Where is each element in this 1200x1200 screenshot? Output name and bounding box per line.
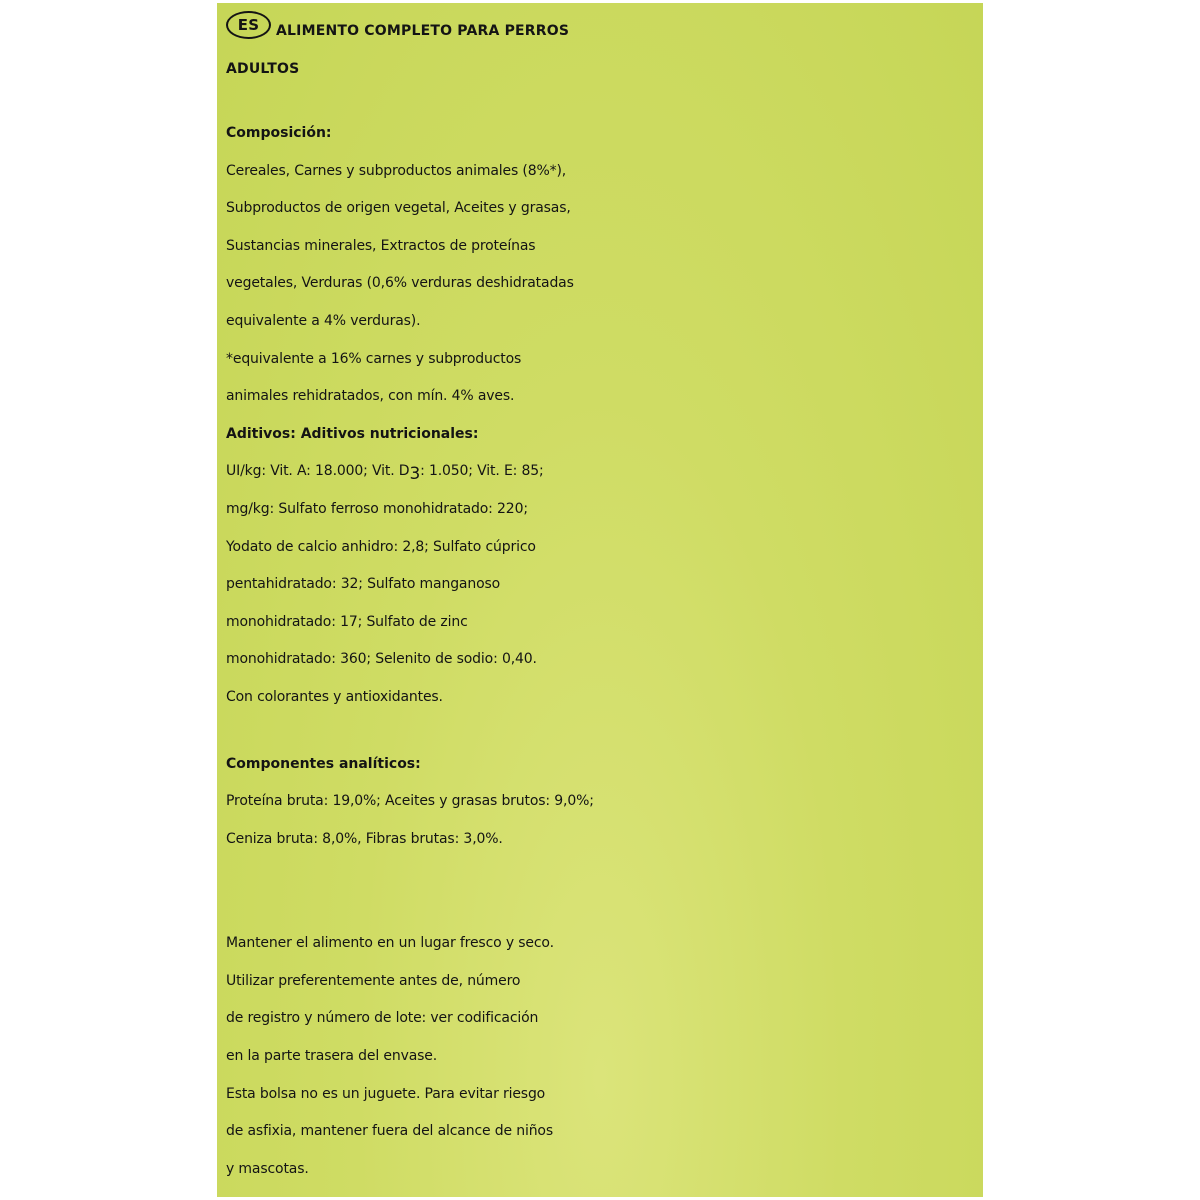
storage-line: Mantener el alimento en un lugar fresco y seco.	[226, 935, 554, 952]
vitamin-d-subscript: 3	[409, 464, 421, 485]
composition-line: equivalente a 4% verduras).	[226, 312, 421, 329]
composition-line: Sustancias minerales, Extractos de proteínas	[226, 237, 536, 254]
vitamins-text-part1: UI/kg: Vit. A: 18.000; Vit. D	[226, 463, 410, 480]
composition-heading: Composición:	[226, 125, 332, 141]
title-line-1: ALIMENTO COMPLETO PARA PERROS	[276, 23, 570, 39]
storage-line: Esta bolsa no es un juguete. Para evitar riesgo	[226, 1085, 546, 1102]
storage-line: de asfixia, mantener fuera del alcance de niños	[226, 1123, 553, 1140]
analytical-heading: Componentes analíticos:	[226, 755, 421, 772]
storage-line: Utilizar preferentemente antes de, número	[226, 972, 521, 989]
label-title	[226, 11, 983, 50]
storage-section	[226, 925, 983, 1188]
analytical-line: Ceniza bruta: 8,0%, Fibras brutas: 3,0%.	[226, 830, 503, 847]
composition-line: *equivalente a 16% carnes y subproductos	[226, 350, 522, 367]
composition-line: Subproductos de origen vegetal, Aceites y grasas,	[226, 200, 571, 217]
additives-line: mg/kg: Sulfato ferroso monohidratado: 220;	[226, 500, 528, 517]
storage-line: de registro y número de lote: ver codificación	[226, 1010, 539, 1027]
storage-line: en la parte trasera del envase.	[226, 1048, 438, 1065]
spacer	[226, 858, 983, 925]
additives-line: monohidratado: 17; Sulfato de zinc	[226, 613, 468, 630]
composition-line: animales rehidratados, con mín. 4% aves.	[226, 388, 515, 405]
composition-line: Cereales, Carnes y subproductos animales (8%*),	[226, 162, 567, 179]
additives-section	[226, 416, 983, 717]
additives-line: pentahidratado: 32; Sulfato manganoso	[226, 576, 501, 593]
composition-line: vegetales, Verduras (0,6% verduras deshidratadas	[226, 275, 574, 292]
language-badge-es: ES	[226, 11, 271, 39]
title-line-2: ADULTOS	[226, 61, 300, 77]
product-label-panel	[217, 3, 983, 1197]
analytical-section	[226, 746, 983, 859]
additives-line: monohidratado: 360; Selenito de sodio: 0,40.	[226, 651, 537, 668]
additives-line: Con colorantes y antioxidantes.	[226, 688, 443, 705]
composition-section	[226, 115, 983, 416]
additives-heading: Aditivos: Aditivos nutricionales:	[226, 425, 479, 442]
spacer	[226, 88, 983, 115]
additives-vitamins-line	[226, 453, 983, 491]
storage-line: y mascotas.	[226, 1160, 309, 1177]
vitamins-text-part2: : 1.050; Vit. E: 85;	[420, 463, 544, 480]
analytical-line: Proteína bruta: 19,0%; Aceites y grasas brutos: 9,0%;	[226, 793, 594, 810]
additives-line: Yodato de calcio anhidro: 2,8; Sulfato cúprico	[226, 538, 536, 555]
spacer	[226, 717, 983, 746]
